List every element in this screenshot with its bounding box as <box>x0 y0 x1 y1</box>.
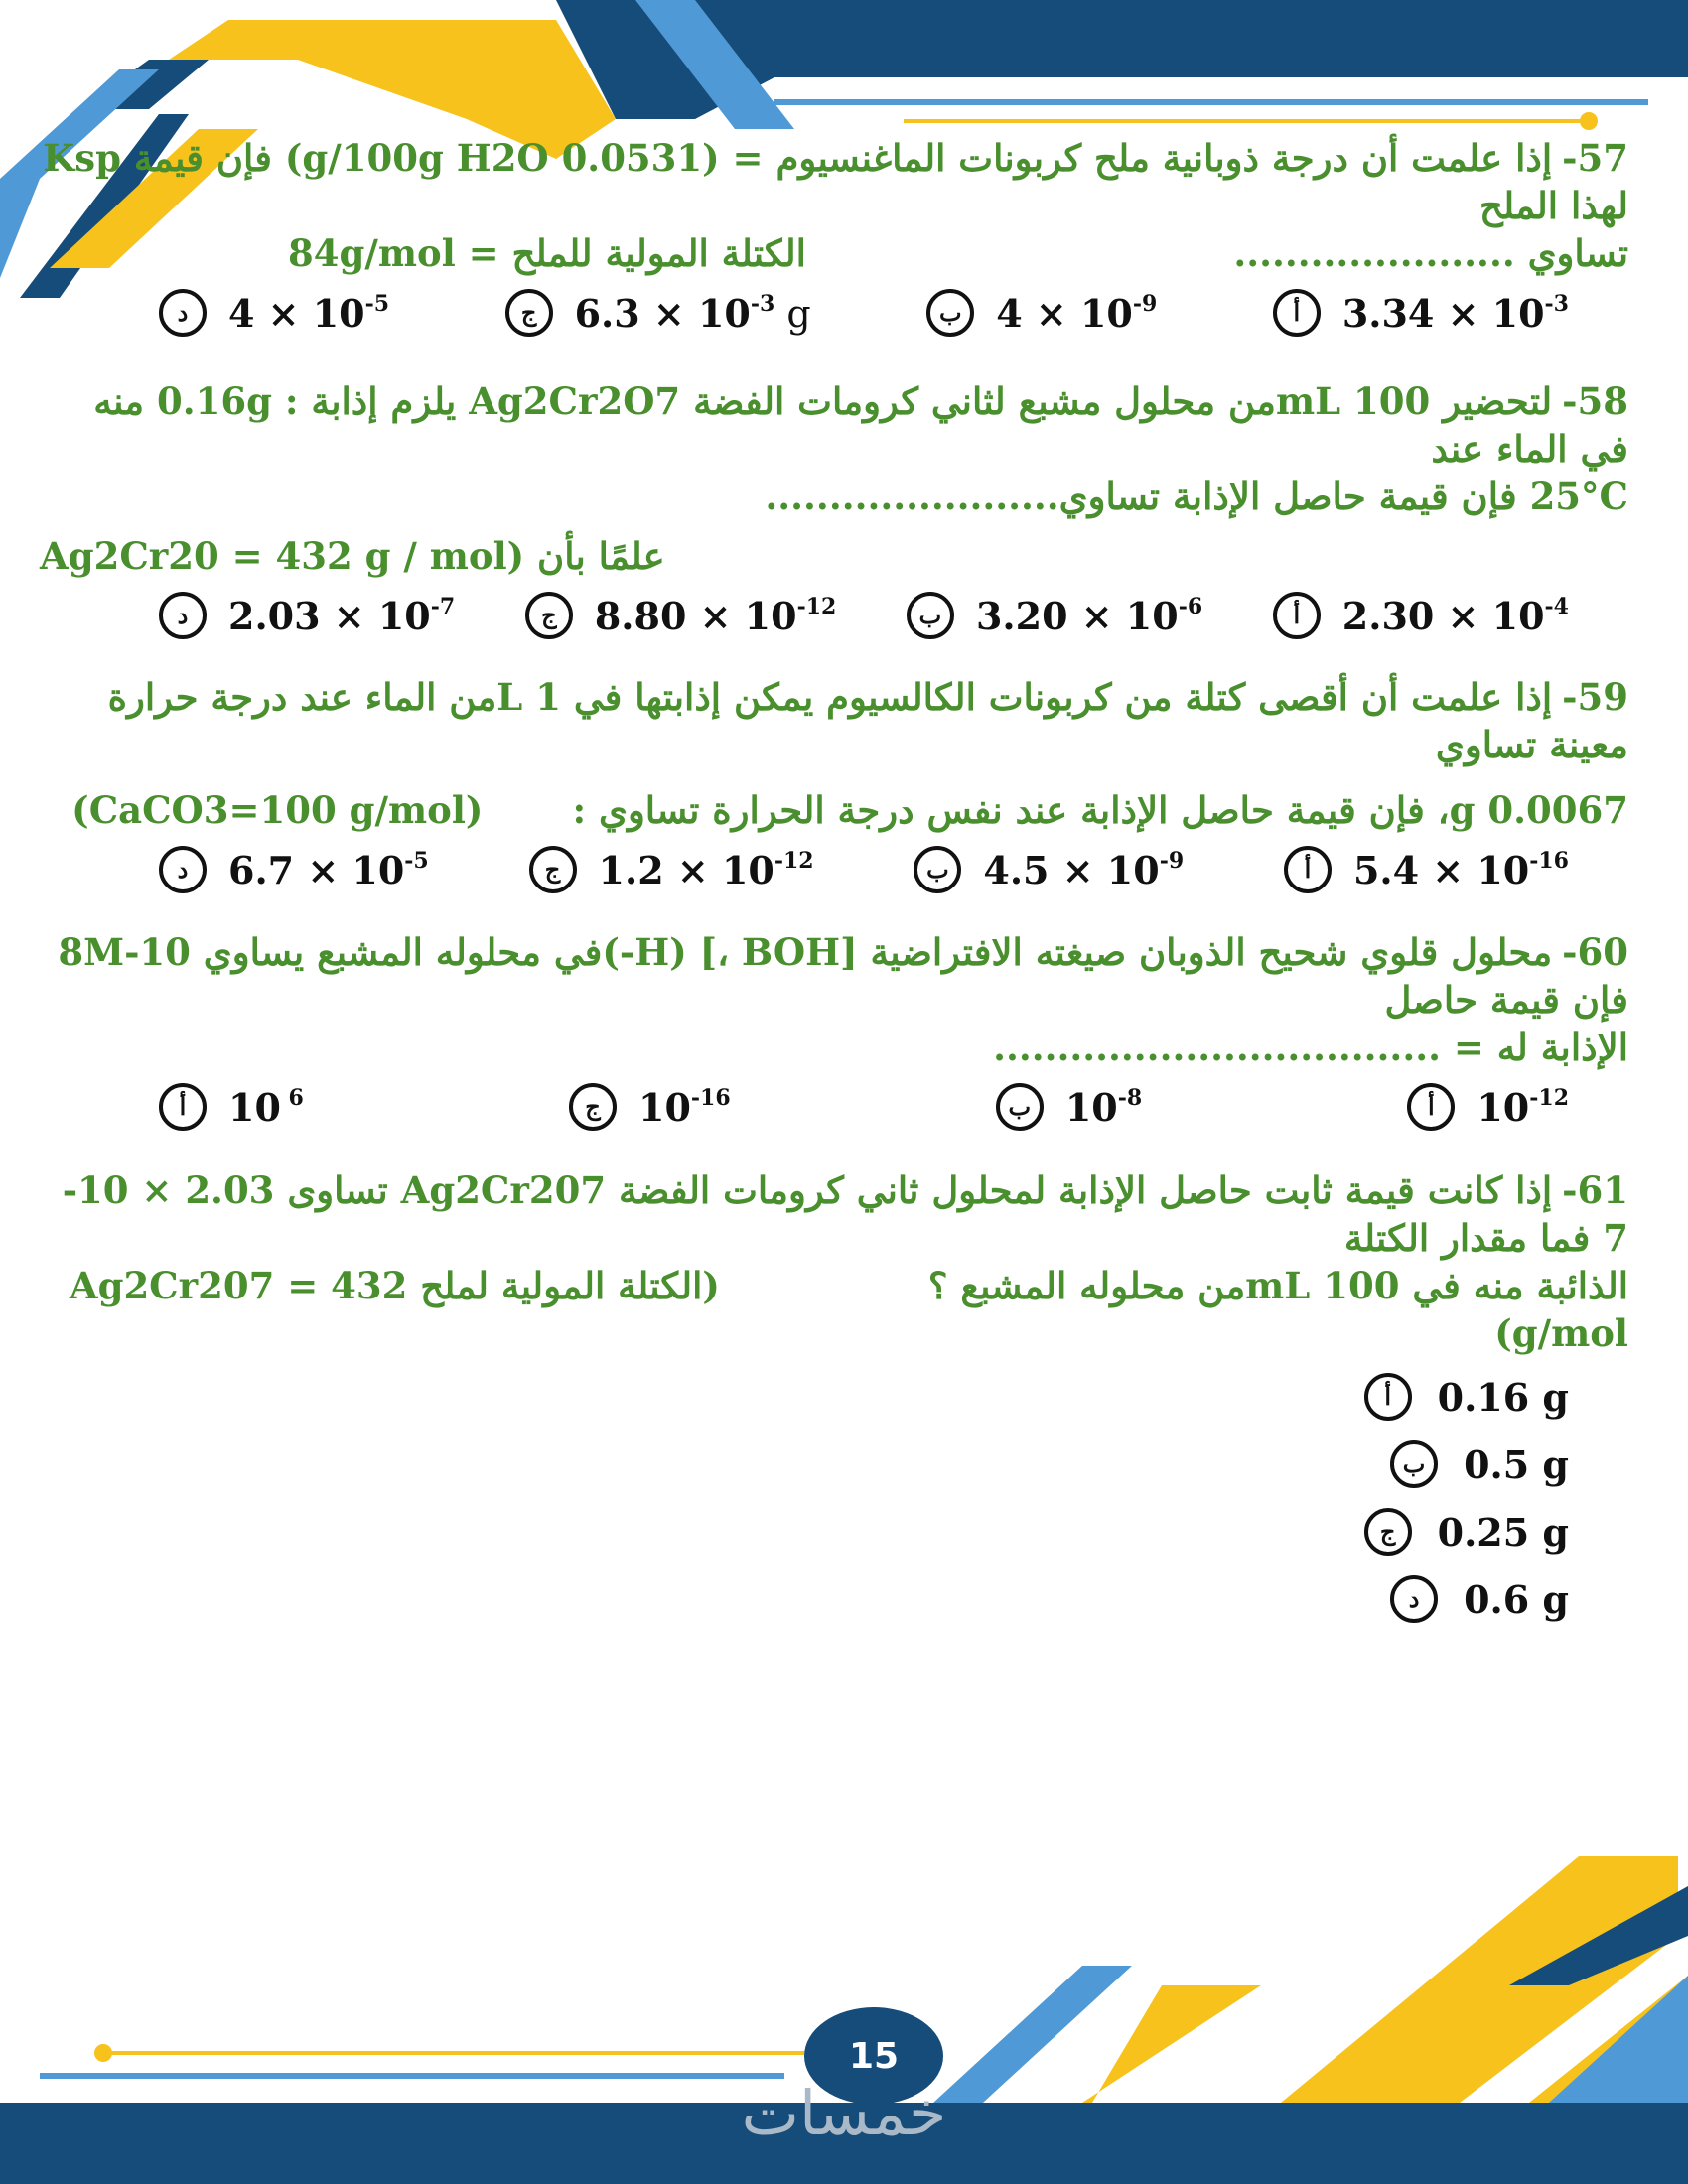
question-note: الكتلة المولية للملح = 84g/mol <box>288 231 806 275</box>
question-line-2: الذائبة منه في 100 mLمن محلوله المشبع ؟ <box>927 1264 1628 1307</box>
option-a[interactable]: أ $5.4 \times 10^{-16}$ <box>1284 846 1569 893</box>
question-note: علمًا بأن (Ag2Cr20 = 432 g / mol <box>40 534 665 578</box>
question-text <box>40 1166 1628 1357</box>
option-b[interactable]: ب $4.5 \times 10^{-9}$ <box>914 846 1184 893</box>
question-61 <box>40 1166 1628 1623</box>
option-marker: أ <box>1284 846 1332 893</box>
option-c[interactable]: ج $1.2 \times 10^{-12}$ <box>529 846 814 893</box>
question-line-2: الإذابة له = ................................... <box>993 1025 1628 1069</box>
question-line-1: إذا علمت أن أقصى كتلة من كربونات الكالسيوم يمكن إذابتها في 1 Lمن الماء عند درجة حرارة معينة تساوي <box>107 675 1628 766</box>
footer-light-blue-stripe <box>933 1966 1132 2103</box>
question-line-1: إذا علمت أن درجة ذوبانية ملح كربونات الماغنسيوم = (0.0531 g/100g H2O) فإن قيمة Ksp لهذا الملح <box>43 136 1628 227</box>
question-number: 61- <box>1562 1168 1628 1212</box>
options-row <box>40 1083 1628 1131</box>
question-line-1: لتحضير 100 mLمن محلول مشبع لثاني كرومات الفضة Ag2Cr2O7 يلزم إذابة : 0.16g منه في الماء عند <box>93 379 1628 471</box>
question-60 <box>40 928 1628 1131</box>
footer-rule-yellow <box>99 2051 804 2055</box>
options-list <box>40 1373 1628 1623</box>
option-b[interactable]: ب $4 \times 10^{-9}$ <box>926 289 1157 337</box>
header-rule-yellow <box>904 119 1589 123</box>
option-marker: د <box>159 592 207 639</box>
option-marker: أ <box>1364 1373 1412 1421</box>
header-rule-dot <box>1580 112 1598 130</box>
option-marker: أ <box>1273 289 1321 337</box>
option-d[interactable]: أ 10 $^6$ <box>159 1083 304 1131</box>
options-row <box>40 592 1628 639</box>
question-text <box>40 928 1628 1071</box>
option-marker: أ <box>1273 592 1321 639</box>
header-rule-blue <box>774 99 1648 105</box>
option-marker: ج <box>525 592 573 639</box>
option-c[interactable]: ج $10^{-16}$ <box>569 1083 731 1131</box>
option-marker: ج <box>505 289 553 337</box>
watermark-logo: خمسات <box>741 2077 947 2149</box>
option-a[interactable]: أ $3.34 \times 10^{-3}$ <box>1273 289 1569 337</box>
option-d[interactable]: د $6.7 \times 10^{-5}$ <box>159 846 429 893</box>
question-note: (CaCO3=100 g/mol) <box>71 788 484 832</box>
question-text <box>40 673 1628 834</box>
footer-rule-blue <box>40 2073 784 2079</box>
option-marker: ج <box>529 846 577 893</box>
question-line-2: 25°C فإن قيمة حاصل الإذابة تساوي....................... <box>765 475 1628 518</box>
option-b[interactable]: ب $10^{-8}$ <box>996 1083 1142 1131</box>
question-line-2: 0.0067 g، فإن قيمة حاصل الإذابة عند نفس درجة الحرارة تساوي : <box>572 788 1628 832</box>
question-number: 57- <box>1562 136 1628 180</box>
option-marker: ج <box>1364 1508 1412 1556</box>
question-59 <box>40 673 1628 893</box>
question-note: (الكتلة المولية لملح Ag2Cr207 = 432 g/mol) <box>69 1264 1628 1355</box>
page-number: 15 <box>804 2007 943 2105</box>
option-marker: ب <box>926 289 974 337</box>
question-57 <box>40 134 1628 337</box>
option-marker: ب <box>907 592 954 639</box>
question-number: 60- <box>1562 930 1628 974</box>
option-marker: د <box>159 289 207 337</box>
option-c[interactable]: ج $6.3 \times 10^{-3}$ g <box>505 289 811 337</box>
option-marker: ج <box>569 1083 617 1131</box>
option-marker: د <box>159 846 207 893</box>
question-text <box>40 377 1628 520</box>
option-marker: أ <box>159 1083 207 1131</box>
option-marker: د <box>1390 1575 1438 1623</box>
question-number: 58- <box>1562 379 1628 423</box>
option-a[interactable]: أ 0.16 g <box>1364 1373 1569 1421</box>
option-a[interactable]: أ $2.30 \times 10^{-4}$ <box>1273 592 1569 639</box>
option-d[interactable]: د 0.6 g <box>1390 1575 1569 1623</box>
option-marker: أ <box>1407 1083 1455 1131</box>
option-a[interactable]: أ $10^{-12}$ <box>1407 1083 1569 1131</box>
option-d[interactable]: د $4 \times 10^{-5}$ <box>159 289 389 337</box>
option-marker: ب <box>996 1083 1044 1131</box>
footer-rule-dot <box>94 2044 112 2062</box>
question-number: 59- <box>1562 675 1628 719</box>
option-c[interactable]: ج 0.25 g <box>1364 1508 1569 1556</box>
option-c[interactable]: ج $8.80 \times 10^{-12}$ <box>525 592 836 639</box>
option-b[interactable]: ب $3.20 \times 10^{-6}$ <box>907 592 1202 639</box>
question-line-1: محلول قلوي شحيح الذوبان صيغته الافتراضية [BOH ،] (H-)في محلوله المشبع يساوي 10-8M فإن قيمة حاصل <box>58 930 1628 1022</box>
option-marker: ب <box>1390 1440 1438 1488</box>
question-58 <box>40 377 1628 639</box>
option-b[interactable]: ب 0.5 g <box>1390 1440 1569 1488</box>
option-marker: ب <box>914 846 961 893</box>
question-line-1: إذا كانت قيمة ثابت حاصل الإذابة لمحلول ثاني كرومات الفضة Ag2Cr207 تساوى 2.03 × 10-7 فما مقدار الكتلة <box>62 1168 1628 1260</box>
options-row <box>40 289 1628 337</box>
option-d[interactable]: د $2.03 \times 10^{-7}$ <box>159 592 455 639</box>
options-row <box>40 846 1628 893</box>
question-line-2: تساوي ...................... <box>1233 231 1628 275</box>
